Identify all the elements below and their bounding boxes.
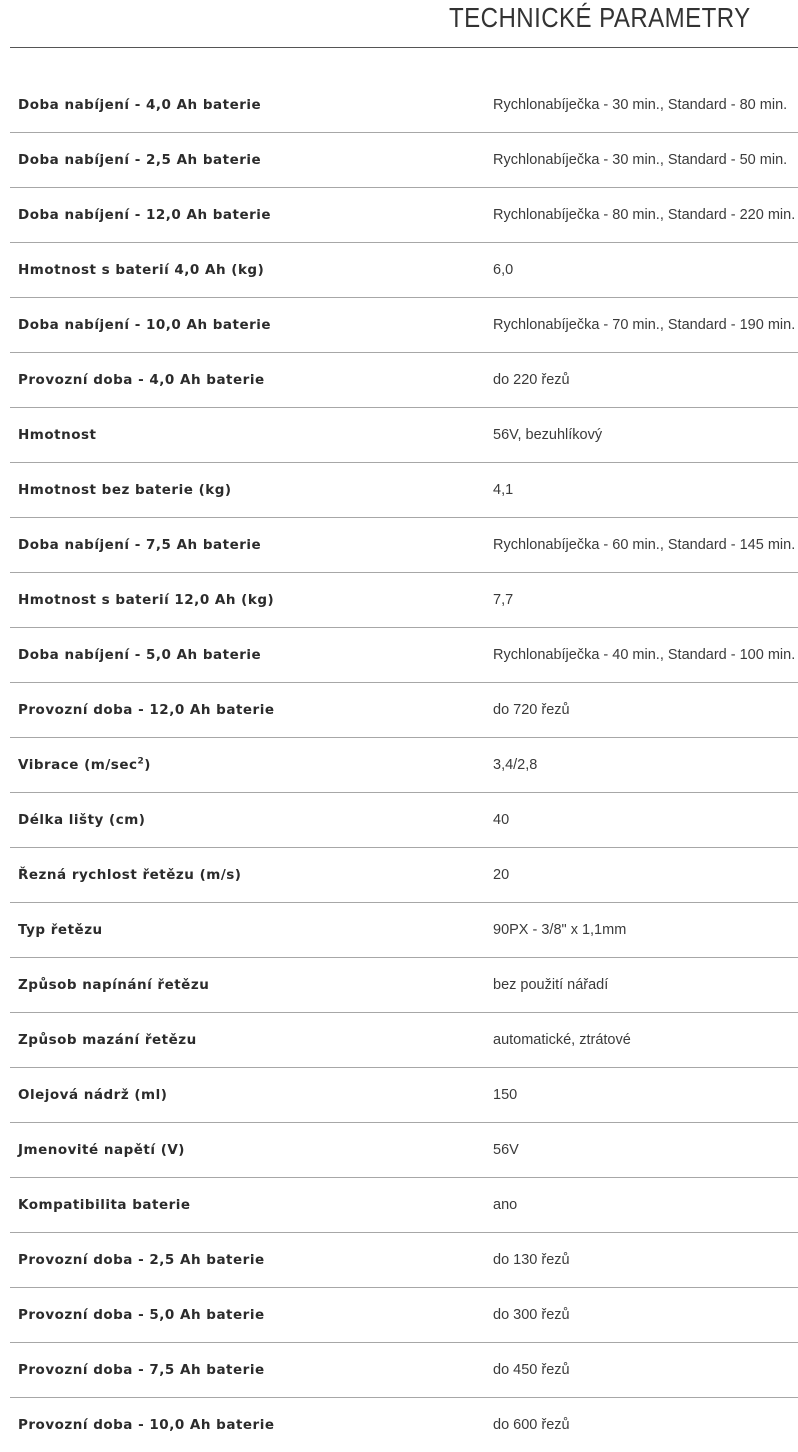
spec-row — [10, 793, 798, 848]
spec-label — [18, 1362, 265, 1378]
spec-label-text: Olejová nádrž (ml) — [18, 1087, 168, 1103]
spec-row — [10, 1123, 798, 1178]
spec-value: 3,4/2,8 — [493, 757, 538, 773]
section-header — [10, 0, 798, 48]
spec-label — [18, 97, 261, 113]
spec-value: 150 — [493, 1087, 518, 1103]
spec-label — [18, 867, 241, 883]
spec-label — [18, 482, 232, 498]
spec-value: Rychlonabíječka - 70 min., Standard - 190 min. — [493, 317, 796, 333]
spec-row — [10, 1343, 798, 1398]
spec-label — [18, 647, 261, 663]
spec-label — [18, 427, 96, 443]
spec-label-text: Doba nabíjení - 4,0 Ah baterie — [18, 97, 262, 113]
spec-value: Rychlonabíječka - 30 min., Standard - 50 min. — [493, 152, 788, 168]
spec-label — [18, 922, 103, 938]
spec-label-text: Provozní doba - 4,0 Ah baterie — [18, 372, 265, 388]
spec-row — [10, 1288, 798, 1343]
spec-value: ano — [493, 1197, 518, 1213]
spec-row — [10, 958, 798, 1013]
spec-label — [18, 977, 209, 993]
spec-row — [10, 628, 798, 683]
spec-label-text: Doba nabíjení - 5,0 Ah baterie — [18, 647, 262, 663]
spec-label — [18, 262, 264, 278]
spec-value: 56V — [493, 1142, 519, 1158]
spec-row — [10, 463, 798, 518]
spec-value: 40 — [493, 812, 510, 828]
spec-label-text: Délka lišty (cm) — [18, 812, 146, 828]
spec-label-text: Provozní doba - 2,5 Ah baterie — [18, 1252, 265, 1268]
spec-label-text: Hmotnost — [18, 427, 97, 443]
spec-label-text: Doba nabíjení - 2,5 Ah baterie — [18, 152, 262, 168]
spec-label-text: Hmotnost s baterií 12,0 Ah (kg) — [18, 592, 275, 608]
spec-label-text: Hmotnost s baterií 4,0 Ah (kg) — [18, 262, 265, 278]
spec-row — [10, 298, 798, 353]
spec-row — [10, 903, 798, 958]
spec-value: Rychlonabíječka - 30 min., Standard - 80 min. — [493, 97, 788, 113]
spec-label — [18, 1252, 265, 1268]
spec-label-text: Provozní doba - 10,0 Ah baterie — [18, 1417, 275, 1433]
spec-label-text: Provozní doba - 12,0 Ah baterie — [18, 702, 275, 718]
spec-value: Rychlonabíječka - 80 min., Standard - 220 min. — [493, 207, 796, 223]
spec-value: do 300 řezů — [493, 1307, 570, 1323]
spec-value: 7,7 — [493, 592, 514, 608]
spec-label — [18, 317, 271, 333]
spec-label-text: Způsob napínání řetězu — [18, 977, 210, 993]
spec-row — [10, 1013, 798, 1068]
spec-row — [10, 1178, 798, 1233]
spec-label — [18, 1197, 191, 1213]
spec-label-text: Typ řetězu — [18, 922, 103, 938]
spec-label — [18, 1087, 167, 1103]
spec-label — [18, 207, 271, 223]
spec-label-text: Řezná rychlost řetězu (m/s) — [18, 867, 242, 883]
spec-row — [10, 243, 798, 298]
spec-row — [10, 518, 798, 573]
spec-value: automatické, ztrátové — [493, 1032, 631, 1048]
spec-label — [18, 1142, 185, 1158]
spec-label-text: Způsob mazání řetězu — [18, 1032, 197, 1048]
spec-row — [10, 738, 798, 793]
spec-label — [18, 592, 274, 608]
spec-value: do 130 řezů — [493, 1252, 570, 1268]
spec-value: Rychlonabíječka - 60 min., Standard - 145 min. — [493, 537, 796, 553]
spec-row — [10, 683, 798, 738]
spec-value: do 600 řezů — [493, 1417, 570, 1433]
spec-row — [10, 188, 798, 243]
spec-row — [10, 1233, 798, 1288]
spec-label — [18, 1417, 275, 1433]
spec-label — [18, 812, 145, 828]
spec-label-text: Provozní doba - 7,5 Ah baterie — [18, 1362, 265, 1378]
spec-value: 6,0 — [493, 262, 514, 278]
section-title: TECHNICKÉ PARAMETRY — [449, 2, 751, 33]
spec-label-text: Jmenovité napětí (V) — [18, 1142, 185, 1158]
spec-label-superscript: 2 — [137, 756, 145, 767]
spec-label — [18, 757, 151, 773]
spec-value: Rychlonabíječka - 40 min., Standard - 100 min. — [493, 647, 796, 663]
spec-label-text: Provozní doba - 5,0 Ah baterie — [18, 1307, 265, 1323]
spec-label — [18, 1032, 197, 1048]
spec-label — [18, 152, 261, 168]
spec-row — [10, 78, 798, 133]
spec-label — [18, 1307, 265, 1323]
spec-label-text: Vibrace (m/sec — [18, 757, 138, 773]
spec-value: 4,1 — [493, 482, 514, 498]
spec-row — [10, 1068, 798, 1123]
spec-label-text: Kompatibilita baterie — [18, 1197, 191, 1213]
spec-value: do 220 řezů — [493, 372, 570, 388]
spec-row — [10, 573, 798, 628]
spec-value: do 450 řezů — [493, 1362, 570, 1378]
spec-value: 56V, bezuhlíkový — [493, 427, 603, 443]
spec-row — [10, 408, 798, 463]
spec-table — [10, 78, 798, 1452]
spec-label-text: Doba nabíjení - 7,5 Ah baterie — [18, 537, 262, 553]
spec-label-text: Hmotnost bez baterie (kg) — [18, 482, 232, 498]
spec-row — [10, 353, 798, 408]
spec-value: do 720 řezů — [493, 702, 570, 718]
spec-label-text: Doba nabíjení - 10,0 Ah baterie — [18, 317, 272, 333]
spec-label-text: Doba nabíjení - 12,0 Ah baterie — [18, 207, 272, 223]
spec-row — [10, 848, 798, 903]
spec-label — [18, 702, 275, 718]
spec-label — [18, 372, 265, 388]
spec-value: 90PX - 3/8" x 1,1mm — [493, 922, 627, 938]
spec-row — [10, 1398, 798, 1452]
spec-label-suffix: ) — [144, 757, 151, 773]
spec-value: bez použití nářadí — [493, 977, 609, 993]
spec-row — [10, 133, 798, 188]
spec-value: 20 — [493, 867, 510, 883]
spec-label — [18, 537, 261, 553]
